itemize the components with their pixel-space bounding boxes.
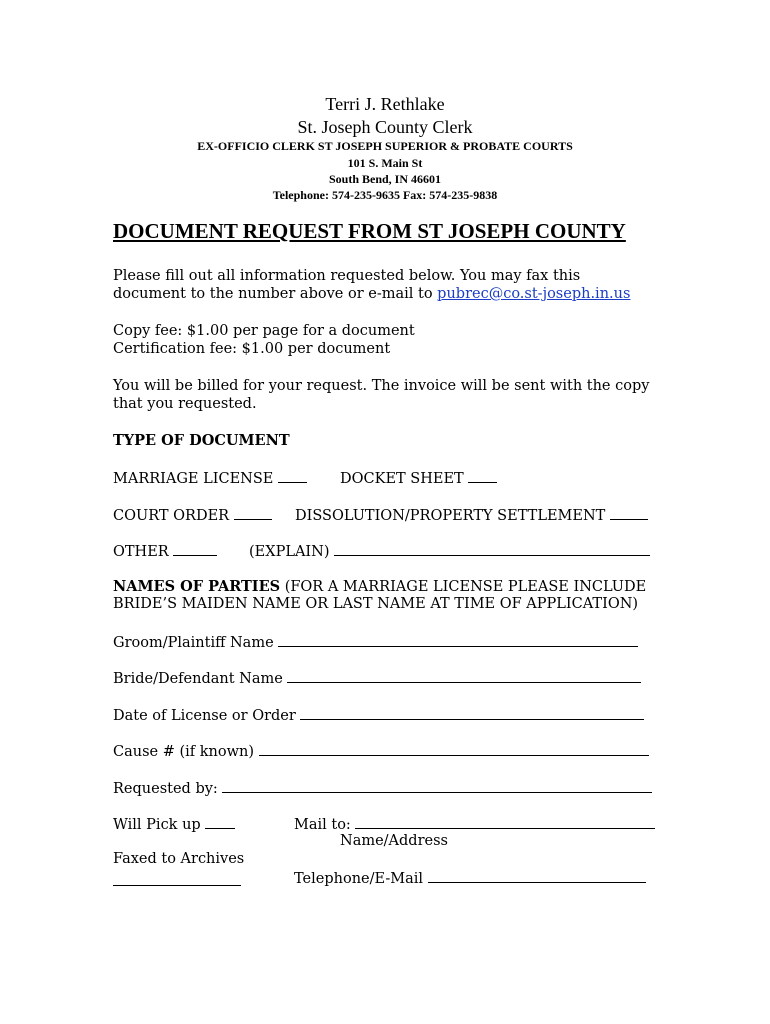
address-street: 101 S. Main St xyxy=(347,156,423,170)
clerk-name: Terri J. Rethlake xyxy=(325,94,445,114)
requested-by-field xyxy=(113,779,652,797)
other-label: OTHER xyxy=(113,544,169,560)
parties-note-2: BRIDE’S MAIDEN NAME OR LAST NAME AT TIME OF APPLICATION) xyxy=(113,596,639,612)
bride-input[interactable] xyxy=(287,669,641,683)
type-heading: TYPE OF DOCUMENT xyxy=(113,432,290,449)
faxed-label: Faxed to Archives xyxy=(113,851,245,867)
groom-field xyxy=(113,633,638,651)
date-label: Date of License or Order xyxy=(113,708,296,724)
court-order-label: COURT ORDER xyxy=(113,508,230,524)
court-order-option xyxy=(113,506,272,524)
bride-label: Bride/Defendant Name xyxy=(113,671,283,687)
explain-label: (EXPLAIN) xyxy=(249,544,330,560)
mail-to-field xyxy=(294,815,655,833)
mail-to-label: Mail to: xyxy=(294,817,351,833)
groom-label: Groom/Plaintiff Name xyxy=(113,635,274,651)
dissolution-label: DISSOLUTION/PROPERTY SETTLEMENT xyxy=(295,508,606,524)
requested-by-label: Requested by: xyxy=(113,781,218,797)
marriage-license-blank[interactable] xyxy=(278,469,307,483)
contact-phone-fax: Telephone: 574-235-9635 Fax: 574-235-9838 xyxy=(272,188,498,202)
intro-line-2-text: document to the number above or e-mail to xyxy=(113,286,438,302)
explain-field xyxy=(249,542,650,560)
billing-line-1: You will be billed for your request. The invoice will be sent with the copy xyxy=(113,378,650,394)
certification-fee: Certification fee: $1.00 per document xyxy=(113,341,391,357)
clerk-subtitle: EX-OFFICIO CLERK ST JOSEPH SUPERIOR & PROBATE COURTS xyxy=(197,139,573,153)
requested-by-input[interactable] xyxy=(222,779,652,793)
other-option xyxy=(113,542,217,560)
mail-to-input[interactable] xyxy=(355,815,655,829)
email-link[interactable]: pubrec@co.st-joseph.in.us xyxy=(437,286,631,302)
dissolution-option xyxy=(295,506,648,524)
billing-line-2: that you requested. xyxy=(113,396,257,412)
docket-sheet-blank[interactable] xyxy=(468,469,497,483)
page-title: DOCUMENT REQUEST FROM ST JOSEPH COUNTY xyxy=(113,219,626,243)
name-address-caption: Name/Address xyxy=(340,833,448,849)
pickup-option xyxy=(113,815,235,833)
explain-blank[interactable] xyxy=(334,542,650,556)
telephone-label: Telephone/E-Mail xyxy=(294,871,424,887)
pickup-blank[interactable] xyxy=(205,815,235,829)
parties-line-1 xyxy=(113,578,646,595)
cause-input[interactable] xyxy=(259,742,649,756)
cause-field xyxy=(113,742,649,760)
marriage-license-option xyxy=(113,469,307,487)
docket-sheet-option xyxy=(340,469,497,487)
date-field xyxy=(113,706,644,724)
parties-note-1: (FOR A MARRIAGE LICENSE PLEASE INCLUDE xyxy=(280,579,647,595)
address-city: South Bend, IN 46601 xyxy=(328,172,442,186)
cause-label: Cause # (if known) xyxy=(113,744,254,760)
faxed-blank[interactable] xyxy=(113,872,241,886)
intro-line-1: Please fill out all information requested below. You may fax this xyxy=(113,268,581,284)
dissolution-blank[interactable] xyxy=(610,506,648,520)
court-order-blank[interactable] xyxy=(234,506,272,520)
pickup-label: Will Pick up xyxy=(113,817,201,833)
intro-line-2 xyxy=(113,286,630,302)
docket-sheet-label: DOCKET SHEET xyxy=(340,471,464,487)
telephone-input[interactable] xyxy=(428,869,646,883)
groom-input[interactable] xyxy=(278,633,638,647)
bride-field xyxy=(113,669,641,687)
marriage-license-label: MARRIAGE LICENSE xyxy=(113,471,274,487)
telephone-field xyxy=(294,869,646,887)
parties-heading: NAMES OF PARTIES xyxy=(113,578,281,595)
copy-fee: Copy fee: $1.00 per page for a document xyxy=(113,323,415,339)
clerk-office: St. Joseph County Clerk xyxy=(297,117,473,137)
other-blank[interactable] xyxy=(173,542,217,556)
date-input[interactable] xyxy=(300,706,644,720)
